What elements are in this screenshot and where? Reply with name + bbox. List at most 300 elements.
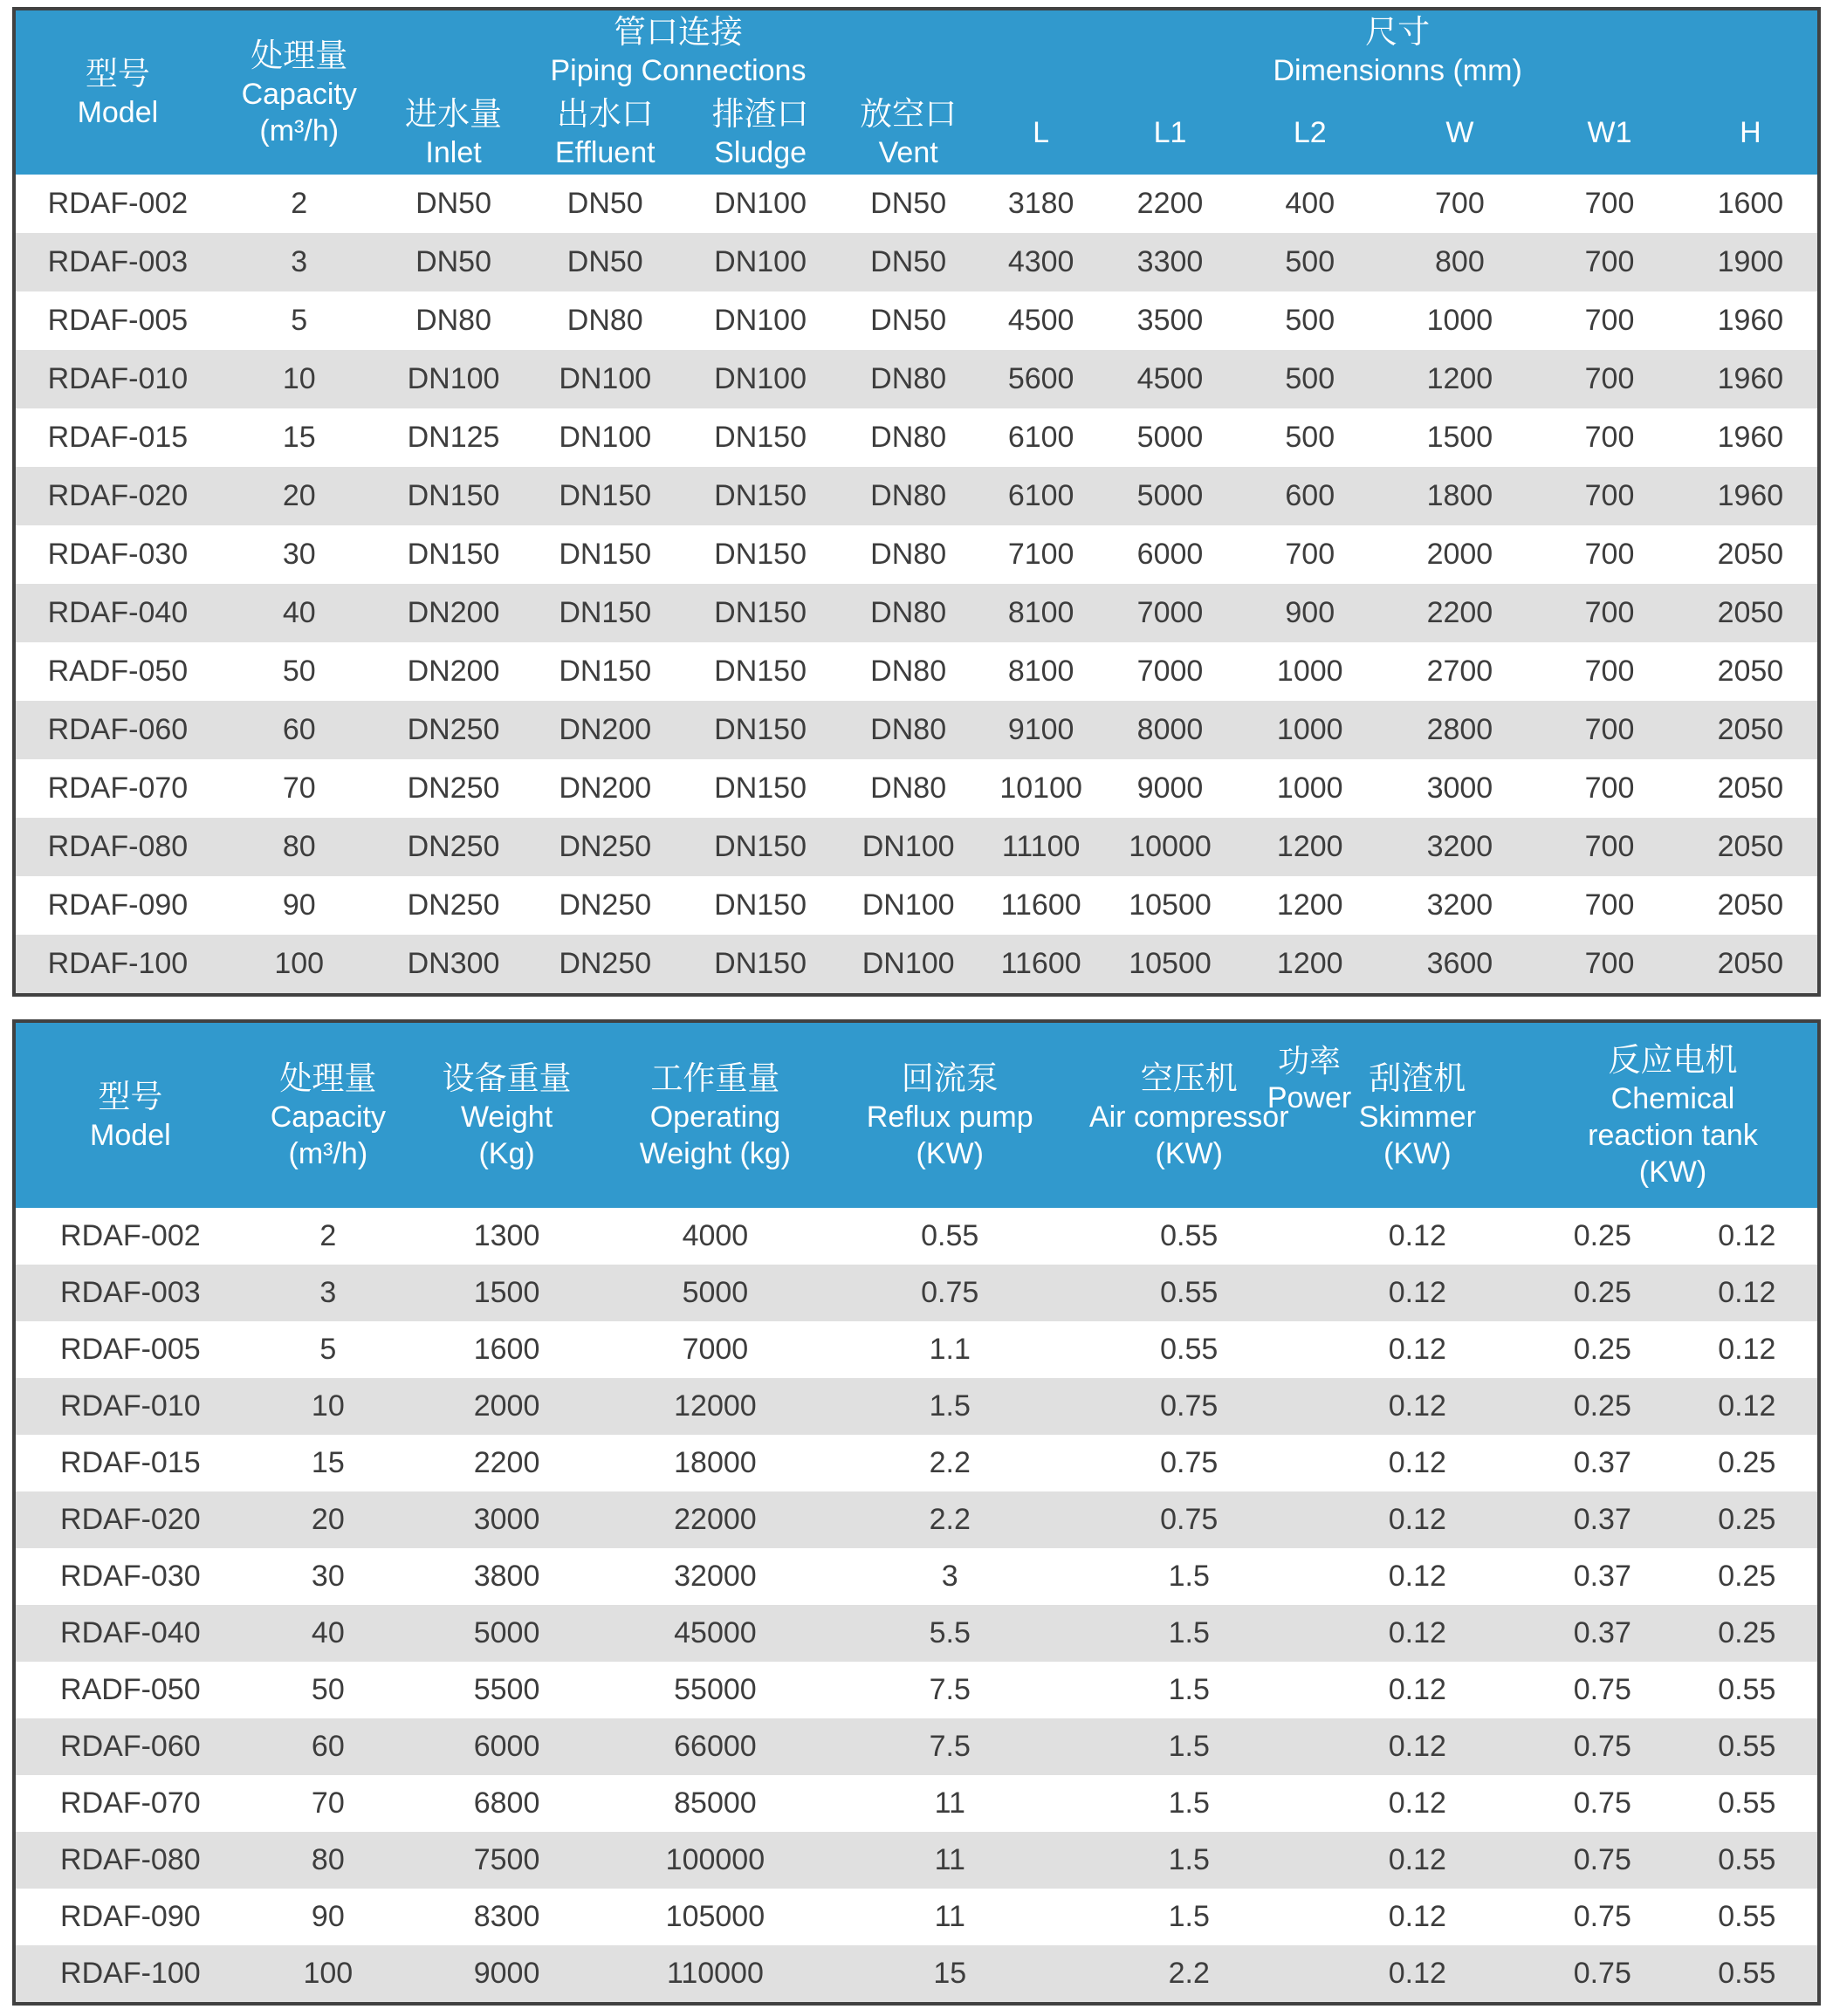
value-cell: 0.12 <box>1718 1389 1776 1423</box>
value-cell: DN80 <box>870 479 947 512</box>
value-cell: DN80 <box>870 362 947 395</box>
table-row <box>14 1435 1819 1491</box>
value-cell: 0.12 <box>1718 1219 1776 1252</box>
value-cell: 500 <box>1285 421 1335 454</box>
weight-power-table <box>12 1019 1821 2006</box>
value-cell: 1960 <box>1717 362 1784 395</box>
model-cell: RDAF-010 <box>60 1389 201 1423</box>
value-cell: DN100 <box>559 421 652 454</box>
value-cell: 500 <box>1285 362 1335 395</box>
column-header-vent <box>839 91 978 175</box>
value-cell: 3500 <box>1136 304 1204 337</box>
value-cell: DN250 <box>559 888 652 922</box>
value-cell: DN80 <box>870 538 947 571</box>
column-header-chemical-reaction-tank <box>1528 1021 1819 1208</box>
value-cell: DN50 <box>870 245 947 278</box>
model-cell: RDAF-090 <box>47 888 189 922</box>
column-header-effluent <box>528 91 682 175</box>
weight-power-table-body <box>14 1208 1819 2004</box>
value-cell: 80 <box>282 830 316 863</box>
value-cell: 5 <box>291 304 308 337</box>
value-cell: 5.5 <box>929 1616 971 1649</box>
value-cell: 600 <box>1285 479 1335 512</box>
column-header-capacity <box>220 9 379 175</box>
value-cell: 2700 <box>1426 655 1493 688</box>
table-row <box>14 1265 1819 1321</box>
value-cell: DN150 <box>714 947 807 980</box>
value-cell: DN100 <box>714 245 807 278</box>
column-header-model2 <box>14 1021 245 1208</box>
value-cell: 5500 <box>473 1673 540 1706</box>
table-row <box>14 233 1819 291</box>
column-header-reflux-pump-unit: (KW) <box>916 1137 984 1170</box>
value-cell: DN250 <box>559 947 652 980</box>
value-cell: 0.75 <box>1573 1730 1631 1763</box>
value-cell: 2.2 <box>929 1446 971 1479</box>
value-cell: 1000 <box>1276 771 1343 805</box>
value-cell: 0.12 <box>1388 1446 1446 1479</box>
column-header-sludge-zh: 排渣口 <box>711 96 809 132</box>
value-cell: 3 <box>941 1560 958 1593</box>
value-cell: 60 <box>282 713 316 746</box>
value-cell: DN150 <box>559 655 652 688</box>
value-cell: 1200 <box>1276 830 1343 863</box>
model-cell: RDAF-020 <box>47 479 189 512</box>
value-cell: 2 <box>291 187 308 220</box>
value-cell: 2200 <box>1136 187 1204 220</box>
column-header-effluent-zh: 出水口 <box>556 96 654 132</box>
value-cell: DN150 <box>559 479 652 512</box>
value-cell: 2.2 <box>1168 1957 1210 1990</box>
value-cell: DN50 <box>415 187 491 220</box>
value-cell: 9100 <box>1007 713 1074 746</box>
table-row <box>14 467 1819 525</box>
value-cell: 700 <box>1435 187 1485 220</box>
model-cell: RDAF-040 <box>47 596 189 629</box>
value-cell: 0.12 <box>1388 1843 1446 1876</box>
value-cell: DN80 <box>566 304 643 337</box>
value-cell: 6100 <box>1007 479 1074 512</box>
value-cell: 1000 <box>1276 713 1343 746</box>
column-header-dim-w1 <box>1535 91 1684 175</box>
table-row <box>14 408 1819 467</box>
value-cell: 0.37 <box>1573 1560 1631 1593</box>
model-cell: RDAF-070 <box>60 1786 201 1820</box>
model-cell: RDAF-005 <box>47 304 189 337</box>
value-cell: 700 <box>1584 713 1635 746</box>
column-header-capacity2-en: Capacity <box>270 1101 386 1134</box>
value-cell: 0.37 <box>1573 1616 1631 1649</box>
value-cell: 1500 <box>473 1276 540 1309</box>
value-cell: 3800 <box>473 1560 540 1593</box>
column-header-capacity-en: Capacity <box>241 78 357 111</box>
value-cell: 0.25 <box>1718 1446 1776 1479</box>
piping-dimensions-table-body <box>14 175 1819 995</box>
table-row <box>14 1832 1819 1889</box>
model-cell: RDAF-090 <box>60 1900 201 1933</box>
group-header-power-zh: 功率 <box>1277 1043 1341 1079</box>
column-header-operating-weight-zh: 工作重量 <box>650 1060 780 1096</box>
value-cell: DN80 <box>870 421 947 454</box>
column-header-chemical-reaction-tank-unit: (KW) <box>1638 1155 1707 1189</box>
value-cell: 0.75 <box>1160 1389 1219 1423</box>
value-cell: 0.55 <box>1718 1900 1776 1933</box>
column-header-dim-l1-label: L1 <box>1153 115 1187 149</box>
value-cell: 0.75 <box>1573 1900 1631 1933</box>
piping-dimensions-table-wrap <box>12 7 1821 997</box>
value-cell: 3000 <box>473 1503 540 1536</box>
model-cell: RDAF-060 <box>47 713 189 746</box>
table-row <box>14 642 1819 701</box>
value-cell: 4300 <box>1007 245 1074 278</box>
column-header-sludge <box>682 91 839 175</box>
value-cell: 18000 <box>674 1446 757 1479</box>
value-cell: DN250 <box>407 830 500 863</box>
table-row <box>14 876 1819 935</box>
value-cell: 3300 <box>1136 245 1204 278</box>
value-cell: 1300 <box>473 1219 540 1252</box>
value-cell: DN150 <box>559 596 652 629</box>
weight-power-table-wrap <box>12 1019 1821 2006</box>
model-cell: RDAF-015 <box>60 1446 201 1479</box>
value-cell: DN150 <box>714 421 807 454</box>
group-header-power-en: Power <box>1267 1081 1352 1114</box>
value-cell: 0.12 <box>1388 1560 1446 1593</box>
column-header-weight-zh: 设备重量 <box>442 1060 572 1096</box>
value-cell: 8100 <box>1007 655 1074 688</box>
value-cell: 22000 <box>674 1503 757 1536</box>
column-header-dim-l <box>978 91 1104 175</box>
value-cell: 4500 <box>1007 304 1074 337</box>
value-cell: 0.12 <box>1388 1900 1446 1933</box>
value-cell: 500 <box>1285 245 1335 278</box>
model-cell: RDAF-100 <box>60 1957 201 1990</box>
value-cell: DN300 <box>407 947 500 980</box>
value-cell: 3000 <box>1426 771 1493 805</box>
value-cell: 0.12 <box>1388 1333 1446 1366</box>
group-header-piping-en: Piping Connections <box>550 54 807 87</box>
value-cell: 800 <box>1435 245 1485 278</box>
value-cell: 5000 <box>682 1276 749 1309</box>
value-cell: 2050 <box>1717 713 1784 746</box>
value-cell: 5000 <box>1136 479 1204 512</box>
value-cell: 700 <box>1584 421 1635 454</box>
group-header-piping-zh: 管口连接 <box>613 14 743 50</box>
column-header-dim-w <box>1384 91 1536 175</box>
value-cell: 700 <box>1584 888 1635 922</box>
value-cell: 0.12 <box>1718 1333 1776 1366</box>
column-header-capacity2 <box>245 1021 411 1208</box>
value-cell: DN100 <box>862 947 955 980</box>
value-cell: 0.37 <box>1573 1446 1631 1479</box>
value-cell: DN100 <box>559 362 652 395</box>
value-cell: DN80 <box>415 304 491 337</box>
value-cell: 700 <box>1584 304 1635 337</box>
table-row <box>14 1548 1819 1605</box>
value-cell: 11 <box>934 1786 965 1820</box>
column-header-reflux-pump-en: Reflux pump <box>866 1101 1033 1134</box>
table-row <box>14 818 1819 876</box>
column-header-air-compressor <box>1072 1021 1307 1208</box>
value-cell: 1960 <box>1717 479 1784 512</box>
value-cell: 2050 <box>1717 830 1784 863</box>
column-header-weight <box>411 1021 602 1208</box>
value-cell: 1.5 <box>1168 1900 1210 1933</box>
value-cell: 0.75 <box>1573 1843 1631 1876</box>
value-cell: 7.5 <box>929 1730 971 1763</box>
value-cell: 3600 <box>1426 947 1493 980</box>
value-cell: 30 <box>311 1560 345 1593</box>
value-cell: DN50 <box>870 187 947 220</box>
value-cell: 0.25 <box>1718 1616 1776 1649</box>
value-cell: 5600 <box>1007 362 1074 395</box>
value-cell: 1000 <box>1426 304 1493 337</box>
value-cell: 0.12 <box>1388 1389 1446 1423</box>
value-cell: 8000 <box>1136 713 1204 746</box>
column-header-air-compressor-en: Air compressor <box>1088 1101 1289 1134</box>
column-header-dim-l2 <box>1236 91 1384 175</box>
value-cell: 7500 <box>473 1843 540 1876</box>
column-header-sludge-en: Sludge <box>714 136 807 169</box>
value-cell: DN150 <box>714 771 807 805</box>
value-cell: 12000 <box>674 1389 757 1423</box>
value-cell: 700 <box>1584 830 1635 863</box>
group-header-dimensions <box>978 9 1819 91</box>
value-cell: 9000 <box>473 1957 540 1990</box>
value-cell: 0.12 <box>1388 1786 1446 1820</box>
value-cell: 0.25 <box>1718 1560 1776 1593</box>
table-row <box>14 1208 1819 1265</box>
value-cell: 50 <box>311 1673 345 1706</box>
column-header-dim-l1 <box>1104 91 1236 175</box>
column-header-chemical-reaction-tank-en2: reaction tank <box>1588 1119 1758 1152</box>
value-cell: 0.55 <box>1718 1843 1776 1876</box>
value-cell: 30 <box>282 538 316 571</box>
value-cell: 10000 <box>1129 830 1212 863</box>
value-cell: DN100 <box>714 304 807 337</box>
value-cell: 1960 <box>1717 304 1784 337</box>
value-cell: 1.5 <box>929 1389 971 1423</box>
table-row <box>14 1889 1819 1945</box>
value-cell: 0.25 <box>1718 1503 1776 1536</box>
table-row <box>14 1718 1819 1775</box>
value-cell: 20 <box>282 479 316 512</box>
value-cell: DN50 <box>566 187 643 220</box>
model-cell: RADF-050 <box>60 1673 201 1706</box>
value-cell: 85000 <box>674 1786 757 1820</box>
model-cell: RDAF-080 <box>60 1843 201 1876</box>
value-cell: 1960 <box>1717 421 1784 454</box>
value-cell: 7100 <box>1007 538 1074 571</box>
piping-dimensions-table-header <box>14 9 1819 175</box>
piping-dimensions-table <box>12 7 1821 997</box>
group-header-dimensions-en: Dimensionns (mm) <box>1273 54 1522 87</box>
value-cell: 15 <box>311 1446 345 1479</box>
value-cell: 500 <box>1285 304 1335 337</box>
model-cell: RDAF-005 <box>60 1333 201 1366</box>
column-header-reflux-pump-zh: 回流泵 <box>901 1060 999 1096</box>
value-cell: DN100 <box>862 830 955 863</box>
value-cell: 0.55 <box>1160 1276 1219 1309</box>
value-cell: 1800 <box>1426 479 1493 512</box>
value-cell: 1.5 <box>1168 1843 1210 1876</box>
value-cell: 700 <box>1584 245 1635 278</box>
value-cell: 2200 <box>473 1446 540 1479</box>
value-cell: DN80 <box>870 713 947 746</box>
value-cell: 4500 <box>1136 362 1204 395</box>
value-cell: 7000 <box>1136 655 1204 688</box>
value-cell: 100000 <box>665 1843 765 1876</box>
group-header-piping-connections <box>379 9 978 91</box>
value-cell: 50 <box>282 655 316 688</box>
column-header-skimmer-zh: 刮渣机 <box>1369 1060 1466 1096</box>
value-cell: 10100 <box>999 771 1082 805</box>
model-cell: RDAF-002 <box>47 187 189 220</box>
value-cell: 0.75 <box>1160 1446 1219 1479</box>
value-cell: 0.12 <box>1718 1276 1776 1309</box>
model-cell: RDAF-080 <box>47 830 189 863</box>
value-cell: 700 <box>1584 362 1635 395</box>
table-row <box>14 935 1819 995</box>
weight-power-table-header <box>14 1021 1819 1208</box>
value-cell: 6800 <box>473 1786 540 1820</box>
value-cell: 6000 <box>1136 538 1204 571</box>
value-cell: 66000 <box>674 1730 757 1763</box>
value-cell: 700 <box>1285 538 1335 571</box>
value-cell: 3200 <box>1426 830 1493 863</box>
table-row <box>14 291 1819 350</box>
value-cell: DN150 <box>714 713 807 746</box>
value-cell: DN150 <box>714 888 807 922</box>
column-header-vent-en: Vent <box>878 136 938 169</box>
value-cell: 1900 <box>1717 245 1784 278</box>
value-cell: 45000 <box>674 1616 757 1649</box>
table-row <box>14 350 1819 408</box>
value-cell: 2000 <box>1426 538 1493 571</box>
value-cell: 5000 <box>473 1616 540 1649</box>
value-cell: 0.25 <box>1573 1276 1631 1309</box>
model-cell: RDAF-002 <box>60 1219 201 1252</box>
value-cell: 11100 <box>1001 830 1081 863</box>
value-cell: 2800 <box>1426 713 1493 746</box>
value-cell: DN100 <box>407 362 500 395</box>
value-cell: 2000 <box>473 1389 540 1423</box>
column-header-chemical-reaction-tank-zh: 反应电机 <box>1608 1042 1738 1078</box>
column-header-model2-zh: 型号 <box>98 1079 163 1114</box>
value-cell: 9000 <box>1136 771 1204 805</box>
value-cell: 1.5 <box>1168 1616 1210 1649</box>
value-cell: 2.2 <box>929 1503 971 1536</box>
value-cell: DN150 <box>714 538 807 571</box>
value-cell: 1000 <box>1276 655 1343 688</box>
table-row <box>14 175 1819 233</box>
column-header-model2-en: Model <box>90 1119 171 1152</box>
value-cell: 0.12 <box>1388 1616 1446 1649</box>
column-header-model-zh: 型号 <box>85 56 150 92</box>
table-row <box>14 1945 1819 2004</box>
column-header-dim-l2-label: L2 <box>1293 115 1327 149</box>
value-cell: 900 <box>1285 596 1335 629</box>
column-header-inlet <box>379 91 529 175</box>
value-cell: 40 <box>311 1616 345 1649</box>
value-cell: 11600 <box>1000 888 1081 922</box>
column-header-operating-weight <box>602 1021 828 1208</box>
value-cell: DN250 <box>559 830 652 863</box>
value-cell: 0.55 <box>1718 1957 1776 1990</box>
value-cell: 105000 <box>665 1900 765 1933</box>
value-cell: 0.25 <box>1573 1219 1631 1252</box>
value-cell: 2050 <box>1717 888 1784 922</box>
column-header-dim-w1-label: W1 <box>1587 115 1632 149</box>
value-cell: 90 <box>282 888 316 922</box>
value-cell: DN100 <box>714 187 807 220</box>
value-cell: 40 <box>282 596 316 629</box>
value-cell: 2050 <box>1717 538 1784 571</box>
value-cell: DN200 <box>407 596 500 629</box>
model-cell: RDAF-100 <box>47 947 189 980</box>
column-header-capacity-unit: (m³/h) <box>259 114 340 147</box>
value-cell: 60 <box>311 1730 345 1763</box>
value-cell: 400 <box>1285 187 1335 220</box>
model-cell: RDAF-060 <box>60 1730 201 1763</box>
column-header-inlet-zh: 进水量 <box>405 96 503 132</box>
value-cell: 2 <box>319 1219 337 1252</box>
table-row <box>14 1662 1819 1718</box>
model-cell: RDAF-003 <box>60 1276 201 1309</box>
column-header-air-compressor-zh: 空压机 <box>1140 1060 1238 1096</box>
value-cell: 10 <box>311 1389 345 1423</box>
value-cell: DN80 <box>870 655 947 688</box>
table-row <box>14 759 1819 818</box>
value-cell: DN100 <box>862 888 955 922</box>
value-cell: 1600 <box>1717 187 1784 220</box>
column-header-operating-weight-en: Operating <box>649 1101 781 1134</box>
value-cell: DN125 <box>407 421 500 454</box>
value-cell: 5000 <box>1136 421 1204 454</box>
value-cell: DN50 <box>415 245 491 278</box>
value-cell: 0.25 <box>1573 1389 1631 1423</box>
column-header-inlet-en: Inlet <box>425 136 482 169</box>
value-cell: 2200 <box>1426 596 1493 629</box>
value-cell: 2050 <box>1717 596 1784 629</box>
value-cell: 0.55 <box>1160 1333 1219 1366</box>
value-cell: 8100 <box>1007 596 1074 629</box>
model-cell: RDAF-040 <box>60 1616 201 1649</box>
value-cell: 1.5 <box>1168 1560 1210 1593</box>
value-cell: 700 <box>1584 771 1635 805</box>
value-cell: 0.55 <box>1718 1786 1776 1820</box>
value-cell: 0.75 <box>921 1276 979 1309</box>
value-cell: DN150 <box>407 479 500 512</box>
value-cell: 2050 <box>1717 771 1784 805</box>
value-cell: DN150 <box>559 538 652 571</box>
group-header-dimensions-zh: 尺寸 <box>1365 14 1431 50</box>
table-row <box>14 584 1819 642</box>
column-header-capacity-zh: 处理量 <box>251 38 348 73</box>
column-header-weight-unit: (Kg) <box>478 1137 535 1170</box>
value-cell: DN250 <box>407 713 500 746</box>
value-cell: 1.5 <box>1168 1786 1210 1820</box>
value-cell: DN200 <box>407 655 500 688</box>
value-cell: 1.1 <box>929 1333 971 1366</box>
table-row <box>14 1378 1819 1435</box>
value-cell: DN80 <box>870 596 947 629</box>
value-cell: 11600 <box>1000 947 1081 980</box>
column-header-dim-h <box>1684 91 1819 175</box>
value-cell: 100 <box>274 947 325 980</box>
column-header-reflux-pump <box>828 1021 1072 1208</box>
model-cell: RDAF-070 <box>47 771 189 805</box>
